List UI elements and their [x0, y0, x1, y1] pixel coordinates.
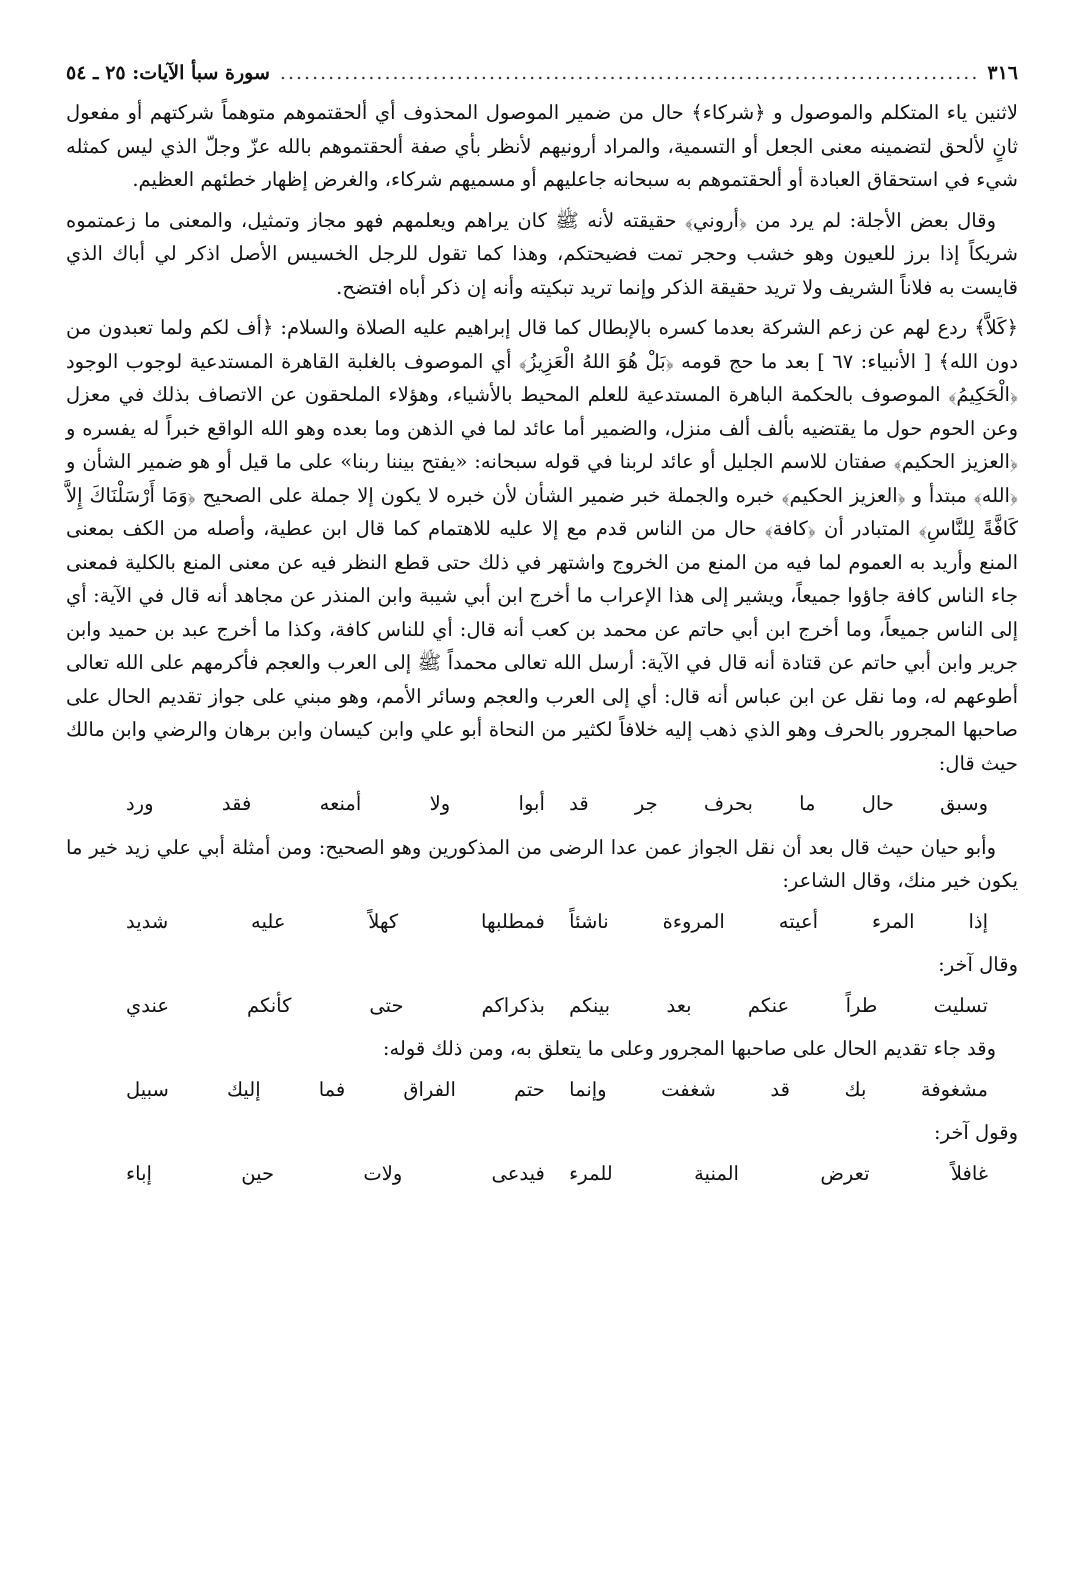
- header-dot-leader: [278, 62, 979, 84]
- verse-first-hemistich: تسليت طراً عنكم بعد بينكم: [569, 993, 988, 1017]
- book-page: [66, 62, 1018, 1200]
- verse-second-hemistich: فمطلبها كهلاً عليه شديد: [126, 909, 545, 933]
- paragraph: وقال آخر:: [938, 953, 1018, 976]
- verse-first-hemistich: وسبق حال ما بحرف جر قد: [569, 792, 988, 815]
- verse-second-hemistich: فيدعى ولات حين إباء: [126, 1161, 545, 1185]
- verse-first-hemistich: إذا المرء أعيته المروءة ناشئاً: [569, 909, 988, 933]
- poem-verse: [66, 905, 1018, 939]
- page-number: ٣١٦: [987, 62, 1018, 84]
- paragraph: وأبو حيان حيث قال بعد أن نقل الجواز عمن عدا الرضى من المذكورين وهو الصحيح: ومن أمثلة أبي علي زيد خير ما يكون خير منك، وقال الشاعر:: [66, 835, 1018, 892]
- verse-first-hemistich: مشغوفة بك قد شغفت وإنما: [569, 1077, 988, 1101]
- poem-verse: [66, 1157, 1018, 1191]
- paragraph: ﴿كَلاَّ﴾ ردع لهم عن زعم الشركة بعدما كسره بالإبطال كما قال إبراهيم عليه الصلاة والسلام: ﴿أف لكم ولما تعبدون من دون الله﴾ [ الأنبياء: ٦٧ ] بعد ما حج قومه ﴿بَلْ هُوَ اللهُ الْعَزِيزُ﴾ أي الموصوف بالغلبة القاهرة المستدعية لوجوب الوجود ﴿الْحَكِيمُ﴾ الموصوف بالحكمة الباهرة المستدعية للعلم المحيط بالأشياء، وهؤلاء الملحقون عن الاتصاف بذلك في معزل وعن الحوم حول ما يقتضيه بألف ألف منزل، والضمير أما عائد لما في الذهن وما بعده وهو الله الواقع خبراً له يفسره و ﴿العزيز الحكيم﴾ صفتان للاسم الجليل أو عائد لربنا في قوله سبحانه: «يفتح بيننا ربنا» على ما قيل أو هو ضمير الشأن و ﴿الله﴾ مبتدأ و ﴿العزيز الحكيم﴾ خبره والجملة خبر ضمير الشأن لأن خبره لا يكون إلا جملة على الصحيح ﴿وَمَا أَرْسَلْنَاكَ إِلاَّ كَافَّةً لِلنَّاسِ﴾ المتبادر أن ﴿كافة﴾ حال من الناس قدم مع إلا عليه للاهتمام كما قال ابن عطية، وأصله من الكف بمعنى المنع وأريد به العموم لما فيه من المنع من الخروج واشتهر في ذلك حتى قطع النظر فيه عن معنى المنع بالكلية فمعنى جاء الناس كافة جاؤوا جميعاً، ويشير إلى هذا الإعراب ما أخرج ابن أبي شيبة وابن المنذر عن مجاهد أنه قال في الآية: أي إلى الناس جميعاً، وما أخرج ابن أبي حاتم عن محمد بن كعب أنه قال: أي للناس كافة، وكذا ما أخرج عبد بن حميد وابن جرير وابن أبي حاتم عن قتادة أنه قال في الآية: أرسل الله تعالى محمداً ﷺ إلى العرب والعجم فأكرمهم على الله تعالى أطوعهم له، وما نقل عن ابن عباس أنه قال: أي إلى العرب والعجم وسائر الأمم، وهو مبني على جواز تقديم الحال على صاحبها المجرور بالحرف وهو الذي ذهب إليه خلافاً لكثير من النحاة أبو علي وابن كيسان وابن برهان والرضي وابن مالك حيث قال:: [66, 316, 1019, 775]
- poem-verse: [66, 1073, 1018, 1107]
- paragraph: وقال بعض الأجلة: لم يرد من ﴿أروني﴾ حقيقته لأنه ﷺ كان يراهم ويعلمهم فهو مجاز وتمثيل، والمعنى ما زعمتموه شريكاً إذا برز للعيون وهو خشب وحجر تمت فضيحتكم، وهذا كما تقول للرجل الخسيس الأصل اذكر لي أباك الذي قايست به فلاناً الشريف ولا تريد حقيقة الذكر وإنما تريد تبكيته وأنه إن ذكر أباه افتضح.: [66, 208, 1018, 299]
- paragraph: لاثنين ياء المتكلم والموصول و ﴿شركاء﴾ حال من ضمير الموصول المحذوف أي ألحقتموهم متوهماً شركتهم أو مفعول ثانٍ لألحق لتضمينه معنى الجعل أو التسمية، والمراد أرونيهم لأنظر بأي صفة ألحقتموهم بالله عزّ وجلّ الذي ليس كمثله شيء في استحقاق العبادة أو ألحقتموهم به سبحانه جاعليهم أو مسميهم شركاء، والغرض إظهار خطئهم العظيم.: [66, 101, 1018, 191]
- poem-verse: [66, 787, 1018, 821]
- page-header: [66, 62, 1018, 96]
- surah-title: سورة سبأ الآيات: ٢٥ ـ ٥٤: [66, 62, 270, 84]
- verse-second-hemistich: بذكراكم حتى كأنكم عندي: [126, 993, 545, 1017]
- verse-second-hemistich: أبوا ولا أمنعه فقد ورد: [126, 792, 545, 815]
- paragraph: وقول آخر:: [934, 1121, 1018, 1144]
- poem-verse: [66, 989, 1018, 1023]
- verse-second-hemistich: حتم الفراق فما إليك سبيل: [126, 1077, 545, 1101]
- paragraph: وقد جاء تقديم الحال على صاحبها المجرور وعلى ما يتعلق به، ومن ذلك قوله:: [382, 1037, 996, 1060]
- verse-first-hemistich: غافلاً تعرض المنية للمرء: [569, 1161, 988, 1185]
- body-text: [66, 96, 1018, 1190]
